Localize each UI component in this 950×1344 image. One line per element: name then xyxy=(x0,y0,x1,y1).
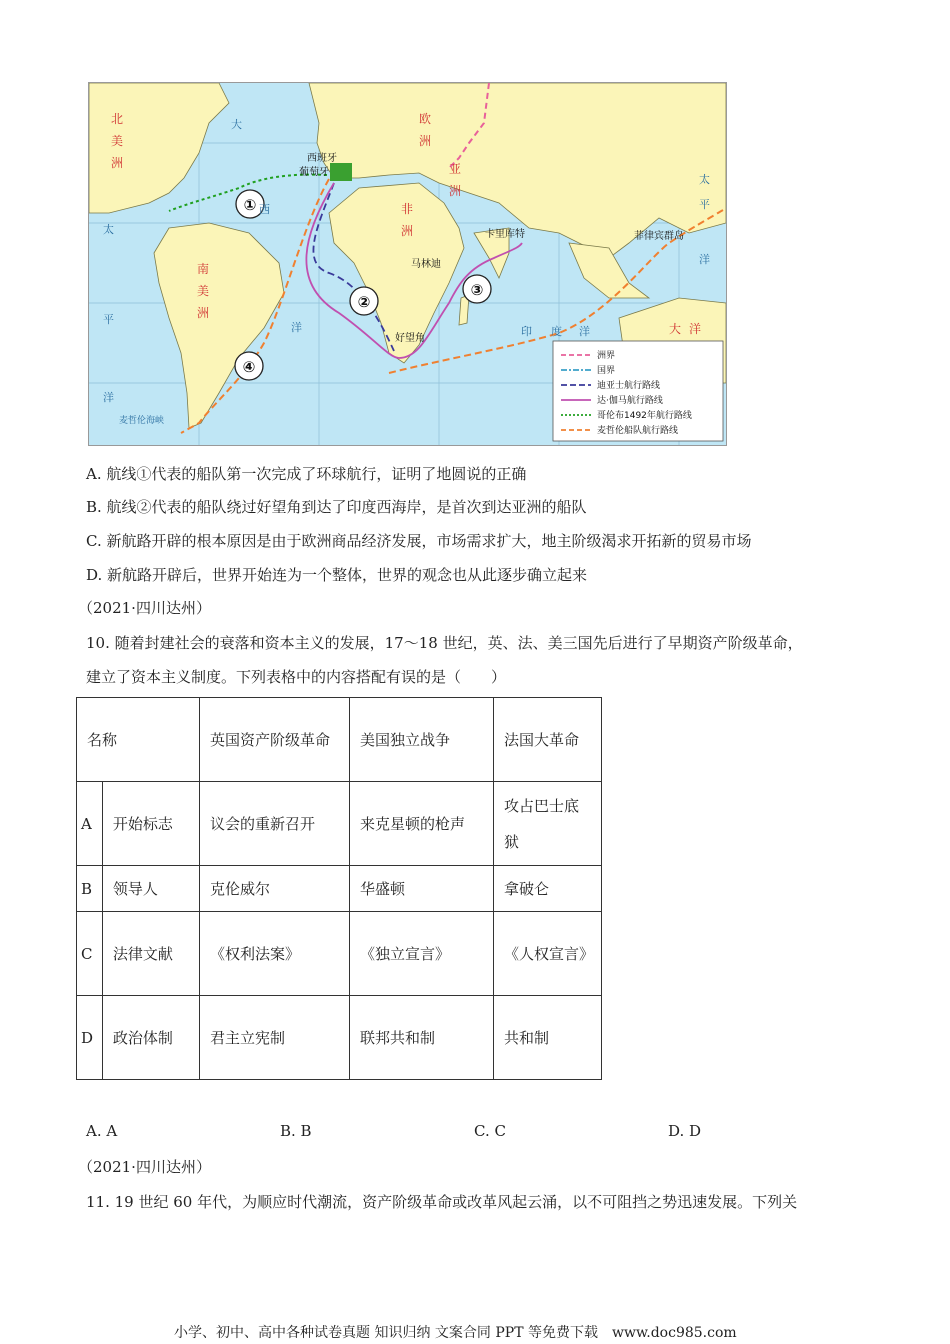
ocean-char: 洲 xyxy=(419,134,432,148)
place-magellan-strait: 麦哲伦海峡 xyxy=(119,416,165,426)
ocean-char: 非 xyxy=(401,202,414,216)
row-label: 法律文献 xyxy=(102,912,199,996)
ocean-char: 北 xyxy=(111,112,124,126)
table-cell: 攻占巴士底狱 xyxy=(494,782,602,866)
map-legend xyxy=(553,341,723,441)
place-cape: 好望角 xyxy=(395,333,425,344)
ocean-char: 美 xyxy=(197,284,210,298)
table-cell: 议会的重新召开 xyxy=(200,782,350,866)
ocean-char: 洋 xyxy=(699,253,710,266)
ocean-char: 大 xyxy=(231,118,242,131)
ocean-char: 平 xyxy=(699,198,710,211)
ocean-char: 欧 xyxy=(419,112,432,126)
ocean-char: 洋 xyxy=(291,321,302,334)
table-cell: 《权利法案》 xyxy=(200,912,350,996)
ocean-char: 洲 xyxy=(449,184,462,198)
ocean-char: 太 xyxy=(699,173,710,186)
table-cell: 联邦共和制 xyxy=(350,996,494,1080)
route-marker-3-label: ③ xyxy=(470,281,484,299)
row-key: A xyxy=(77,782,103,866)
route-marker-4-label: ④ xyxy=(242,358,256,376)
iberia-highlight xyxy=(330,163,352,181)
answer-d: D. D xyxy=(668,1122,702,1140)
option-c: C. 新航路开辟的根本原因是由于欧洲商品经济发展，市场需求扩大，地主阶级渴求开拓新的贸易市场 xyxy=(86,532,752,550)
option-d: D. 新航路开辟后，世界开始连为一个整体，世界的观念也从此逐步确立起来 xyxy=(86,566,588,584)
place-spain: 西班牙 xyxy=(307,153,337,164)
option-a: A. 航线①代表的船队第一次完成了环球航行，证明了地圆说的正确 xyxy=(86,465,527,483)
table-header-row xyxy=(77,698,602,782)
option-b: B. 航线②代表的船队绕过好望角到达了印度西海岸，是首次到达亚洲的船队 xyxy=(86,498,587,516)
legend-label: 哥伦布1492年航行路线 xyxy=(597,411,692,421)
source-tag: （2021·四川达州） xyxy=(78,599,211,617)
ocean-char: 大 xyxy=(669,322,682,336)
row-label: 政治体制 xyxy=(102,996,199,1080)
header-cell: 英国资产阶级革命 xyxy=(200,698,350,782)
row-key: B xyxy=(77,866,103,912)
legend-label: 达·伽马航行路线 xyxy=(597,396,663,406)
route-marker-2-label: ② xyxy=(357,293,371,311)
ocean-char: 西 xyxy=(259,203,270,216)
table-cell: 君主立宪制 xyxy=(200,996,350,1080)
question-11: 11. 19 世纪 60 年代，为顺应时代潮流，资产阶级革命或改革风起云涌，以不可阻挡之势迅速发展。下列关 xyxy=(86,1193,798,1211)
ocean-char: 洋 xyxy=(103,391,114,404)
answer-table xyxy=(76,697,602,1080)
legend-label: 迪亚士航行路线 xyxy=(597,381,661,391)
table-row xyxy=(77,782,602,866)
ocean-char: 太 xyxy=(103,223,114,236)
route-map xyxy=(88,82,727,446)
place-philippines: 菲律宾群岛 xyxy=(634,231,684,242)
page-footer: 小学、初中、高中各种试卷真题 知识归纳 文案合同 PPT 等免费下载 www.doc985.com xyxy=(174,1325,737,1341)
table-cell: 拿破仑 xyxy=(494,866,602,912)
row-key: D xyxy=(77,996,103,1080)
ocean-char: 洋 xyxy=(689,322,702,336)
question-10-line1: 10. 随着封建社会的衰落和资本主义的发展，17～18 世纪，英、法、美三国先后进行了早期资产阶级革命， xyxy=(86,634,803,652)
source-tag: （2021·四川达州） xyxy=(78,1158,211,1176)
legend-label: 麦哲伦船队航行路线 xyxy=(597,426,679,436)
legend-label: 国界 xyxy=(597,366,616,376)
ocean-char: 度 xyxy=(551,325,562,338)
answer-b: B. B xyxy=(280,1122,312,1140)
table-cell: 《独立宣言》 xyxy=(350,912,494,996)
question-10-line2: 建立了资本主义制度。下列表格中的内容搭配有误的是（ ） xyxy=(86,668,507,686)
table-cell: 华盛顿 xyxy=(350,866,494,912)
ocean-char: 洲 xyxy=(111,156,124,170)
place-calicut: 卡里库特 xyxy=(485,229,525,240)
table-row xyxy=(77,996,602,1080)
ocean-char: 美 xyxy=(111,134,124,148)
ocean-char: 印 xyxy=(521,325,532,338)
answer-c: C. C xyxy=(474,1122,506,1140)
legend-label: 洲界 xyxy=(597,351,616,361)
table-row xyxy=(77,866,602,912)
row-key: C xyxy=(77,912,103,996)
table-cell: 来克星顿的枪声 xyxy=(350,782,494,866)
header-cell: 名称 xyxy=(77,698,200,782)
place-malindi: 马林迪 xyxy=(411,259,441,270)
header-cell: 美国独立战争 xyxy=(350,698,494,782)
ocean-char: 平 xyxy=(103,313,114,326)
place-portugal: 葡萄牙 xyxy=(299,167,329,178)
table-cell: 共和制 xyxy=(494,996,602,1080)
ocean-char: 洲 xyxy=(197,306,210,320)
table-row xyxy=(77,912,602,996)
header-cell: 法国大革命 xyxy=(494,698,602,782)
ocean-char: 洋 xyxy=(579,325,590,338)
row-label: 领导人 xyxy=(102,866,199,912)
table-cell: 《人权宣言》 xyxy=(494,912,602,996)
ocean-char: 南 xyxy=(197,262,210,276)
ocean-char: 亚 xyxy=(449,162,462,176)
table-cell: 克伦威尔 xyxy=(200,866,350,912)
route-marker-1-label: ① xyxy=(243,196,257,214)
ocean-char: 洲 xyxy=(401,224,414,238)
row-label: 开始标志 xyxy=(102,782,199,866)
answer-a: A. A xyxy=(86,1122,118,1140)
